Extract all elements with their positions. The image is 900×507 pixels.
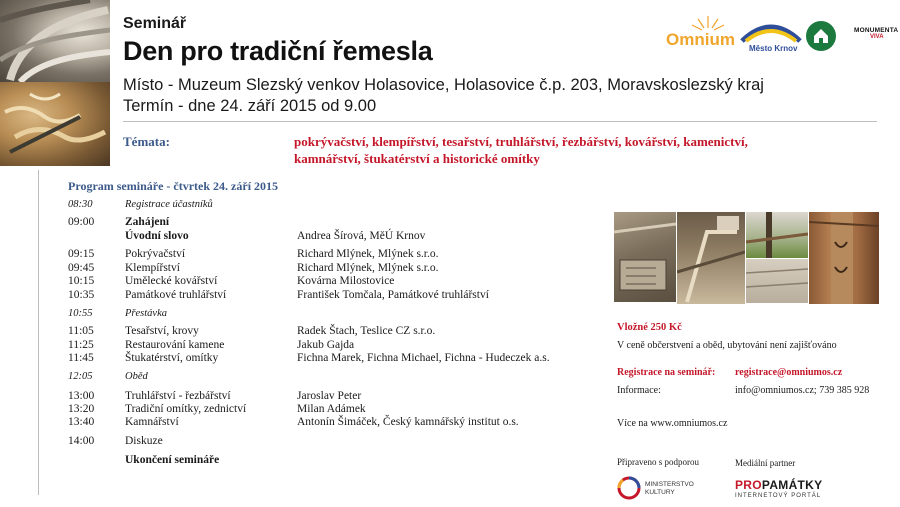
omnium-logo-text: Omnium — [666, 30, 735, 49]
program-subject: Štukatérství, omítky — [125, 352, 219, 364]
program-presenter: František Tomčala, Památkové truhlářství — [297, 289, 489, 301]
program-title: Program semináře - čtvrtek 24. září 2015 — [68, 179, 279, 193]
event-term: Termín - dne 24. září 2015 od 9.00 — [123, 97, 377, 115]
program-time: 10:55 — [68, 308, 93, 319]
program-subject: Diskuze — [125, 435, 163, 447]
program-presenter: Andrea Šírová, MěÚ Krnov — [297, 230, 426, 242]
program-subject: Klempířství — [125, 262, 180, 274]
supported-label: Připraveno s podporou — [617, 457, 699, 467]
program-presenter: Richard Mlýnek, Mlýnek s.r.o. — [297, 262, 439, 274]
program-time: 08:30 — [68, 199, 93, 210]
program-time: 13:40 — [68, 416, 95, 428]
program-divider — [38, 170, 39, 495]
program-time: 09:15 — [68, 248, 95, 260]
page-title: Den pro tradiční řemesla — [123, 36, 433, 66]
program-subject: Tesařství, krovy — [125, 325, 199, 337]
program-subject: Ukončení semináře — [125, 454, 220, 466]
program-presenter: Jakub Gajda — [297, 339, 355, 351]
header-divider — [123, 121, 877, 122]
program-subject: Památkové truhlářství — [125, 289, 227, 301]
info-value[interactable]: info@omniumos.cz; 739 385 928 — [735, 385, 870, 396]
program-presenter: Milan Adámek — [297, 403, 366, 415]
program-time: 11:45 — [68, 352, 94, 364]
program-time: 09:00 — [68, 216, 95, 228]
program-subject: Truhlářství - řezbářství — [125, 390, 231, 402]
propamatky-sub: INTERNETOVÝ PORTÁL — [735, 493, 822, 499]
krnov-arc-icon — [740, 17, 802, 43]
propamatky-text — [735, 478, 845, 492]
carving-photo — [614, 212, 676, 302]
wall-photo — [746, 259, 808, 303]
program-time: 10:15 — [68, 275, 95, 287]
registration-email[interactable]: registrace@omniumos.cz — [735, 367, 843, 378]
propamatky-main: PAMÁTKY — [761, 478, 823, 492]
window-photo — [746, 212, 808, 258]
mesto-krnov-logo — [740, 17, 802, 57]
propamatky-logo — [735, 478, 845, 502]
program-time: 11:25 — [68, 339, 94, 351]
topics-list: pokrývačství, klempířství, tesařství, truhlářství, řezbářství, kovářství, kamenictví, kamnářství, štukatérství a historické omítky — [294, 134, 748, 166]
program-subject: Restaurování kamene — [125, 339, 225, 351]
program-subject: Přestávka — [125, 308, 167, 319]
ministry-emblem-icon — [617, 476, 641, 500]
program-subject: Oběd — [125, 371, 148, 382]
program-presenter: Jaroslav Peter — [297, 390, 362, 402]
program-subject: Kamnářství — [125, 416, 179, 428]
media-partner-label: Mediální partner — [735, 458, 796, 468]
seminar-label: Seminář — [123, 15, 187, 32]
program-time: 10:35 — [68, 289, 95, 301]
fee-label: Vložné 250 Kč — [617, 322, 682, 333]
beam-photo — [809, 212, 879, 304]
mesto-krnov-text: Město Krnov — [749, 44, 798, 53]
stairs-photo — [0, 0, 110, 82]
program-time: 13:00 — [68, 390, 95, 402]
ministry-text-1: MINISTERSTVO — [645, 481, 694, 488]
program-subject: Úvodní slovo — [125, 230, 189, 242]
program-presenter: Richard Mlýnek, Mlýnek s.r.o. — [297, 248, 439, 260]
topics-label: Témata: — [123, 134, 170, 149]
program-subject: Pokrývačství — [125, 248, 186, 260]
monumenta-text: MONUMENTA — [854, 27, 899, 34]
fee-note: V ceně občerstvení a oběd, ubytování není zajišťováno — [617, 340, 837, 351]
propamatky-pre: PRO — [735, 478, 762, 492]
program-time: 09:45 — [68, 262, 95, 274]
program-time: 13:20 — [68, 403, 95, 415]
ministry-logo — [617, 476, 697, 502]
ministry-text-2: KULTURY — [645, 489, 675, 496]
program-presenter: Fichna Marek, Fichna Michael, Fichna - Hudeczek a.s. — [297, 352, 550, 364]
program-time: 12:05 — [68, 371, 93, 382]
house-logo — [806, 21, 836, 51]
program-subject: Tradiční omítky, zednictví — [125, 403, 247, 415]
program-time: 14:00 — [68, 435, 95, 447]
event-place: Místo - Muzeum Slezský venkov Holasovice, Holasovice č.p. 203, Moravskoslezský kraj — [123, 76, 764, 94]
house-icon — [806, 21, 836, 51]
program-presenter: Kovárna Milostovice — [297, 275, 395, 287]
more-info-link[interactable]: Více na www.omniumos.cz — [617, 418, 728, 429]
bench-photo — [677, 212, 745, 304]
program-time: 11:05 — [68, 325, 94, 337]
program-subject: Umělecké kovářství — [125, 275, 218, 287]
program-subject: Zahájení — [125, 216, 170, 228]
wood-shavings-photo — [0, 82, 110, 166]
program-presenter: Antonín Šimáček, Český kamnářský institut o.s. — [297, 416, 519, 428]
program-subject: Registrace účastníků — [125, 199, 213, 210]
program-presenter: Radek Štach, Teslice CZ s.r.o. — [297, 325, 436, 337]
monumenta-logo — [854, 27, 900, 47]
omnium-logo — [666, 14, 736, 54]
info-label: Informace: — [617, 385, 661, 396]
registration-label: Registrace na seminář: — [617, 367, 716, 378]
monumenta-sub: VIVA — [870, 34, 884, 40]
